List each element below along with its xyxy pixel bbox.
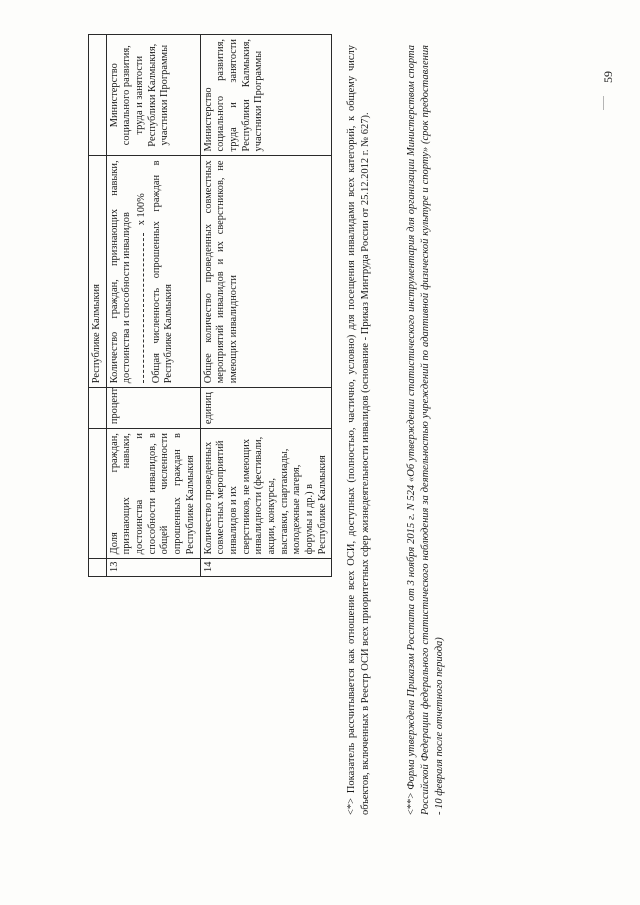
footnote-1-text: <*> Показатель рассчитывается как отношение всех ОСИ, доступных (полностью, частично, условно) для посещения инвалидами всех категорий, к общему числу объектов, включенных в Реестр ОСИ всех приоритетных сфер жизнедеятельности инвалидов (основание - Приказ Минтруда России от 25.12.2012 г. № 627). xyxy=(346,45,371,815)
indicator-unit: единиц xyxy=(200,388,332,429)
formula-multiplier: x 100% xyxy=(136,193,148,226)
table-row xyxy=(89,35,107,577)
indicator-formula: Общее количество проведенных совместных мероприятий инвалидов и их сверстников, не имеющих инвалидности xyxy=(200,156,332,388)
footnote-2-body: Форма утверждена Приказом Росстата от 3 ноября 2015 г. N 524 «Об утверждении статистического инструментария для организации Министерством спорта Российской Федерации федерального статистического наблюдения за деятельностью учреждений по адаптивной физической культуре и спорту» (срок предоставления - 10 февраля после отчетного периода) xyxy=(406,45,445,815)
margin-mark xyxy=(603,96,604,110)
table-row xyxy=(200,35,332,577)
footnote-2 xyxy=(405,45,447,815)
row-number: 14 xyxy=(200,559,332,577)
table-cell xyxy=(89,429,107,559)
indicator-unit: процент xyxy=(106,388,200,429)
row-number: 13 xyxy=(106,559,200,577)
formula-fraction xyxy=(136,160,149,383)
formula-denominator: Общая численность опрошенных граждан в Республике Калмыкия xyxy=(150,160,175,384)
table-cell xyxy=(89,388,107,429)
region-continuation: Республике Калмыкия xyxy=(89,156,107,388)
footnote-2-marker: <**> xyxy=(406,789,417,815)
table-row xyxy=(106,35,200,577)
indicator-formula xyxy=(106,156,200,388)
responsible-party: Министерство социального развития, труда и занятости Республики Калмыкия, участники Программы xyxy=(200,35,332,156)
formula-numerator: Количество граждан, признающих навыки, достоинства и способности инвалидов xyxy=(108,160,133,384)
indicator-name: Доля граждан, признающих навыки, достоинства и способности инвалидов, в общей численности опрошенных граждан в Республике Калмыкия xyxy=(106,429,200,559)
page-number: 59 xyxy=(601,71,615,83)
table-cell xyxy=(89,559,107,577)
footnote-1 xyxy=(345,45,373,815)
indicator-name: Количество проведенных совместных мероприятий инвалидов и их сверстников, не имеющих инвалидности (фестивали, акции, конкурсы, выставки, спартакиады, молодежные лагеря, форумы и др.) в Республике Калмыкия xyxy=(200,429,332,559)
indicators-table xyxy=(88,34,332,577)
fraction-bar xyxy=(143,233,144,383)
table-cell xyxy=(89,35,107,156)
footnote-2-text xyxy=(405,45,447,815)
responsible-party: Министерство социального развития, труда и занятости Республики Калмыкия, участники Программы xyxy=(106,35,200,156)
